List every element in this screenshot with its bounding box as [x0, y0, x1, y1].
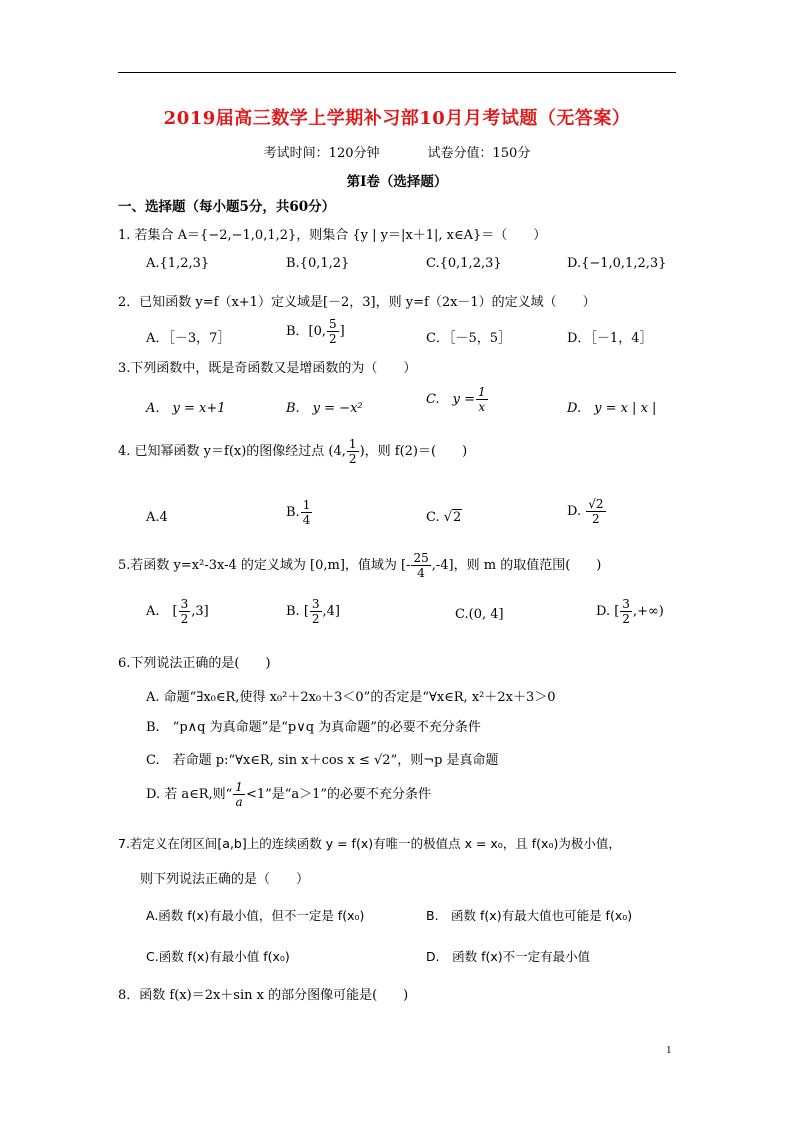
question-1-stem: 1. 若集合 A＝{−2,−1,0,1,2}，则集合 {y | y＝|x＋1|, x∈A}＝（ ） — [118, 228, 547, 243]
page-number: 1 — [666, 1044, 672, 1056]
q2-option-a: A．［－3，7］ — [146, 331, 231, 346]
fraction: $\frac{√2}{2}$ — [588, 497, 604, 526]
q3-option-c: C. y = $\frac{1}{x}$ — [426, 385, 486, 414]
q1-option-b: B.{0,1,2} — [286, 256, 350, 271]
q6-option-c: C. 若命题 p:“∀x∈R, sin x＋cos x ≤ √2”，则¬p 是真命题 — [146, 753, 499, 768]
q2-option-d: D．［－1，4］ — [567, 331, 653, 346]
exam-score: 试卷分值：150分 — [427, 146, 531, 161]
question-2-stem: 2．已知函数 y=f（x+1）定义域是[－2，3]，则 y=f（2x－1）的定义域（ ） — [118, 295, 596, 310]
q5-option-a: A. [ $\frac{3}{2}$ ,3] — [146, 597, 209, 626]
q5-option-c: C.(0, 4] — [455, 607, 504, 622]
q2-option-c: C．［－5，5］ — [426, 331, 511, 346]
fraction: $\frac{1}{x}$ — [478, 385, 486, 414]
q6-option-b: B. “p∧q 为真命题”是“p∨q 为真命题”的必要不充分条件 — [146, 720, 481, 735]
section-heading: 一、选择题（每小题5分，共60分） — [118, 199, 336, 215]
question-8-stem: 8．函数 f(x)＝2x＋sin x 的部分图像可能是( ) — [118, 988, 409, 1003]
exam-title: 2019届高三数学上学期补习部10月月考试题（无答案） — [163, 108, 631, 129]
question-7-stem-line2: 则下列说法正确的是（ ） — [140, 872, 310, 887]
exam-time: 考试时间：120分钟 — [263, 146, 380, 161]
header-rule — [118, 72, 676, 73]
q7-option-c: C.函数 f(x)有最小值 f(x₀) — [146, 949, 290, 964]
fraction: $\frac{1}{2}$ — [348, 437, 357, 466]
q3-option-a: A. y = x+1 — [146, 401, 226, 416]
q1-option-c: C.{0,1,2,3} — [426, 256, 502, 271]
q1-option-a: A.{1,2,3} — [146, 256, 210, 271]
question-6-stem: 6.下列说法正确的是( ) — [118, 656, 271, 671]
q6-option-d: D. 若 a∈R,则“ $\frac{1}{a}$ <1”是“a＞1”的必要不充分条件 — [146, 780, 432, 809]
fraction: $\frac{1}{4}$ — [302, 498, 311, 527]
q7-option-a: A.函数 f(x)有最小值，但不一定是 f(x₀) — [146, 908, 365, 923]
q4-option-c: C. √2 — [426, 510, 462, 525]
q1-option-d: D.{−1,0,1,2,3} — [567, 256, 667, 271]
q6-option-a: A. 命题“∃x₀∈R,使得 x₀²＋2x₀＋3＜0”的否定是“∀x∈R, x²＋2x＋3＞0 — [146, 690, 556, 705]
question-7-stem: 7.若定义在闭区间[a,b]上的连续函数 y = f(x)有唯一的极值点 x = x₀，且 f(x₀)为极小值， — [118, 836, 621, 851]
q5-option-b: B. [ $\frac{3}{2}$ ,4] — [286, 597, 341, 626]
q2-option-b: B．[0, $\frac{5}{2}$ ] — [286, 317, 345, 346]
q4-option-a: A.4 — [146, 510, 168, 525]
exam-info — [0, 142, 794, 161]
fraction: $\frac{3}{2}$ — [180, 597, 189, 626]
question-5-stem: 5.若函数 y=x²-3x-4 的定义域为 [0,m]，值域为 [- $\frac{25}{4}$ ,-4]，则 m 的取值范围( ) — [118, 551, 602, 580]
fraction: $\frac{3}{2}$ — [622, 597, 630, 626]
q4-option-d: D. $\frac{√2}{2}$ — [567, 497, 604, 526]
q4-option-b: B. $\frac{1}{4}$ — [286, 498, 311, 527]
volume-heading: 第Ⅰ卷（选择题） — [346, 174, 448, 190]
q7-option-b: B. 函数 f(x)有最大值也可能是 f(x₀) — [426, 908, 633, 923]
fraction: $\frac{1}{a}$ — [235, 780, 243, 809]
fraction: $\frac{5}{2}$ — [329, 317, 337, 346]
q3-option-d: D. y = x | x | — [567, 401, 657, 416]
fraction: $\frac{25}{4}$ — [413, 551, 429, 580]
q3-option-b: B. y = −x² — [286, 401, 363, 416]
question-3-stem: 3.下列函数中，既是奇函数又是增函数的为（ ） — [118, 361, 417, 376]
question-4-stem: 4. 已知幂函数 y＝f(x)的图像经过点 (4, $\frac{1}{2}$ )，则 f(2)＝( ) — [118, 437, 468, 466]
fraction: $\frac{3}{2}$ — [311, 597, 320, 626]
q5-option-d: D. [ $\frac{3}{2}$ ,+∞) — [596, 597, 664, 626]
q7-option-d: D. 函数 f(x)不一定有最小值 — [426, 949, 591, 964]
